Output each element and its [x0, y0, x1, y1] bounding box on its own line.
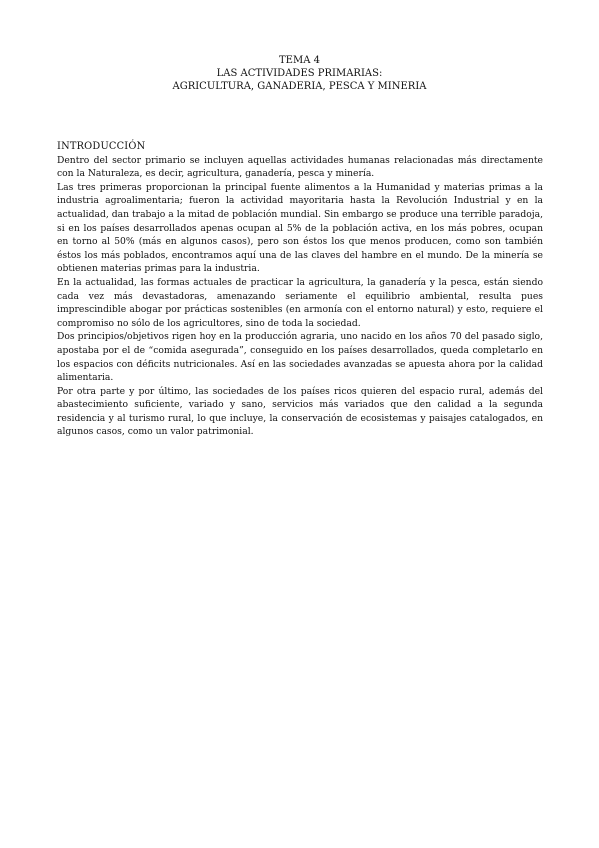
document-heading [0, 54, 599, 93]
section-title: INTRODUCCIÓN [57, 141, 146, 152]
paragraph: En la actualidad, las formas actuales de practicar la agricultura, la ganadería y la pesca, están siendo cada vez más devastadoras, amenazando seriamente el equilibrio ambiental, resulta pues imprescindible abogar por prácticas sostenibles (en armonía con el entorno natural) y esto, requiere el compromiso no sólo de los agricultores, sino de toda la sociedad. [57, 276, 543, 329]
paragraph: Dentro del sector primario se incluyen aquellas actividades humanas relacionadas más directamente con la Naturaleza, es decir, agricultura, ganadería, pesca y minería. [57, 154, 543, 180]
document-body [57, 140, 543, 439]
paragraph: Las tres primeras proporcionan la principal fuente alimentos a la Humanidad y materias primas a la industria agroalimentaria; fueron la actividad mayoritaria hasta la Revolución Industrial y en la actualidad, dan trabajo a la mitad de población mundial. Sin embargo se produce una terrible paradoja, si en los países desarrollados apenas ocupan al 5% de la población activa, en los más pobres, ocupan en torno al 50% (más en algunos casos), pero son éstos los que menos producen, como son también éstos los más poblados, encontramos aquí una de las claves del hambre en el mundo. De la minería se obtienen materias primas para la industria. [57, 181, 543, 275]
heading-subtitle: AGRICULTURA, GANADERIA, PESCA Y MINERIA [172, 81, 427, 92]
paragraph: Por otra parte y por último, las sociedades de los países ricos quieren del espacio rural, además del abastecimiento suficiente, variado y sano, servicios más variados que den calidad a la segunda residencia y al turismo rural, lo que incluye, la conservación de ecosistemas y paisajes catalogados, en algunos casos, como un valor patrimonial. [57, 385, 543, 438]
heading-topic-number: TEMA 4 [279, 55, 320, 66]
paragraph: Dos principios/objetivos rigen hoy en la producción agraria, uno nacido en los años 70 del pasado siglo, apostaba por el de “comida asegurada”, conseguido en los países desarrollados, queda completarlo en los espacios con déficits nutricionales. Así en las sociedades avanzadas se apuesta ahora por la calidad alimentaria. [57, 331, 543, 384]
heading-title: LAS ACTIVIDADES PRIMARIAS: [216, 68, 383, 79]
